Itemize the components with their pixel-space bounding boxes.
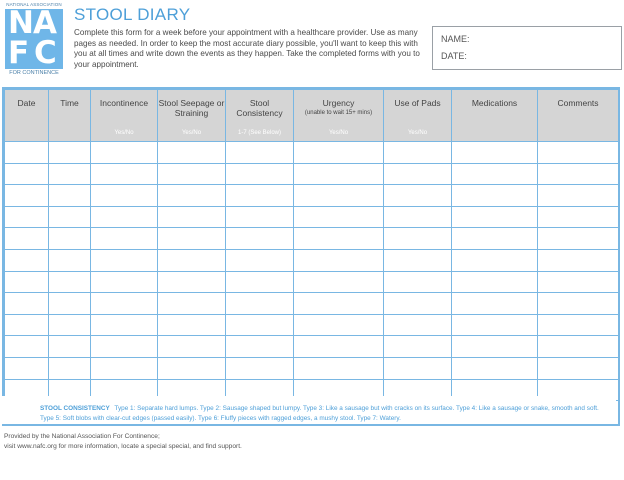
table-row bbox=[5, 357, 619, 379]
header-row bbox=[5, 90, 619, 142]
table-row bbox=[5, 163, 619, 185]
col-medications: Medications bbox=[452, 90, 538, 142]
table-cell[interactable] bbox=[452, 249, 538, 271]
table-row bbox=[5, 249, 619, 271]
table-cell[interactable] bbox=[384, 336, 452, 358]
table-cell[interactable] bbox=[5, 336, 49, 358]
table-cell[interactable] bbox=[226, 142, 294, 164]
footer-line-2: visit www.nafc.org for more information, locate a special special, and find support. bbox=[4, 443, 242, 450]
table-cell[interactable] bbox=[384, 293, 452, 315]
col-consistency-sub: 1-7 (See Below) bbox=[237, 130, 282, 136]
table-cell[interactable] bbox=[384, 314, 452, 336]
stool-consistency-legend bbox=[2, 396, 616, 424]
legend-heading: STOOL CONSISTENCY bbox=[40, 405, 110, 412]
table-cell[interactable] bbox=[49, 314, 91, 336]
table-cell[interactable] bbox=[5, 163, 49, 185]
logo-letter-f: F bbox=[8, 35, 30, 71]
table-cell[interactable] bbox=[49, 206, 91, 228]
table-cell[interactable] bbox=[538, 206, 619, 228]
table-cell[interactable] bbox=[452, 271, 538, 293]
table-row bbox=[5, 206, 619, 228]
table-row bbox=[5, 185, 619, 207]
col-comments: Comments bbox=[538, 90, 619, 142]
table-row bbox=[5, 142, 619, 164]
logo-org-top: NATIONAL ASSOCIATION bbox=[6, 2, 62, 7]
table-cell[interactable] bbox=[158, 249, 226, 271]
table-cell[interactable] bbox=[452, 142, 538, 164]
table-cell[interactable] bbox=[158, 271, 226, 293]
col-urgency: Urgency (unable to wait 15+ mins) Yes/No bbox=[294, 90, 384, 142]
table-cell[interactable] bbox=[91, 142, 158, 164]
table-cell[interactable] bbox=[5, 271, 49, 293]
table-cell[interactable] bbox=[538, 336, 619, 358]
table-cell[interactable] bbox=[294, 271, 384, 293]
table-cell[interactable] bbox=[538, 142, 619, 164]
table-cell[interactable] bbox=[5, 249, 49, 271]
page-title: STOOL DIARY bbox=[74, 5, 191, 24]
table-cell[interactable] bbox=[538, 357, 619, 379]
table-cell[interactable] bbox=[452, 293, 538, 315]
table-cell[interactable] bbox=[294, 163, 384, 185]
table-cell[interactable] bbox=[538, 293, 619, 315]
logo-mark bbox=[5, 5, 63, 71]
table-cell[interactable] bbox=[49, 142, 91, 164]
table-row bbox=[5, 336, 619, 358]
table-cell[interactable] bbox=[49, 336, 91, 358]
table-row bbox=[5, 271, 619, 293]
table-cell[interactable] bbox=[49, 271, 91, 293]
table-cell[interactable] bbox=[452, 206, 538, 228]
table-cell[interactable] bbox=[158, 357, 226, 379]
table-cell[interactable] bbox=[384, 249, 452, 271]
table-cell[interactable] bbox=[294, 142, 384, 164]
table-cell[interactable] bbox=[5, 142, 49, 164]
name-field[interactable]: NAME: bbox=[441, 34, 470, 44]
table-cell[interactable] bbox=[538, 185, 619, 207]
table-cell[interactable] bbox=[538, 228, 619, 250]
table-cell[interactable] bbox=[91, 314, 158, 336]
table-cell[interactable] bbox=[538, 163, 619, 185]
table-cell[interactable] bbox=[384, 357, 452, 379]
table-cell[interactable] bbox=[226, 357, 294, 379]
logo-letter-c: C bbox=[34, 35, 57, 71]
date-field[interactable]: DATE: bbox=[441, 51, 467, 61]
table-cell[interactable] bbox=[5, 228, 49, 250]
name-date-box bbox=[432, 26, 622, 70]
table-cell[interactable] bbox=[5, 314, 49, 336]
table-row bbox=[5, 228, 619, 250]
table-cell[interactable] bbox=[226, 206, 294, 228]
footer-line-1: Provided by the National Association For Continence; bbox=[4, 433, 160, 440]
table-cell[interactable] bbox=[538, 271, 619, 293]
footer bbox=[4, 432, 242, 452]
table-cell[interactable] bbox=[226, 293, 294, 315]
table-cell[interactable] bbox=[91, 271, 158, 293]
table-cell[interactable] bbox=[226, 249, 294, 271]
table-cell[interactable] bbox=[294, 206, 384, 228]
table-row bbox=[5, 314, 619, 336]
table-cell[interactable] bbox=[91, 185, 158, 207]
table-cell[interactable] bbox=[158, 293, 226, 315]
table-row bbox=[5, 293, 619, 315]
table-cell[interactable] bbox=[294, 185, 384, 207]
table-cell[interactable] bbox=[158, 336, 226, 358]
table-cell[interactable] bbox=[5, 185, 49, 207]
table-cell[interactable] bbox=[91, 249, 158, 271]
table-cell[interactable] bbox=[452, 336, 538, 358]
col-urgency-note: (unable to wait 15+ mins) bbox=[304, 110, 373, 116]
table-cell[interactable] bbox=[49, 293, 91, 315]
table-cell[interactable] bbox=[452, 185, 538, 207]
table-cell[interactable] bbox=[226, 271, 294, 293]
table-cell[interactable] bbox=[91, 357, 158, 379]
table-cell[interactable] bbox=[384, 142, 452, 164]
table-cell[interactable] bbox=[91, 336, 158, 358]
table-cell[interactable] bbox=[158, 142, 226, 164]
col-urgency-sub: Yes/No bbox=[328, 130, 349, 136]
table-cell[interactable] bbox=[49, 185, 91, 207]
table-cell[interactable] bbox=[158, 185, 226, 207]
table-cell[interactable] bbox=[226, 228, 294, 250]
table-cell[interactable] bbox=[49, 249, 91, 271]
col-pads: Use of Pads Yes/No bbox=[384, 90, 452, 142]
table-cell[interactable] bbox=[294, 293, 384, 315]
table-cell[interactable] bbox=[49, 163, 91, 185]
table-cell[interactable] bbox=[452, 314, 538, 336]
table-cell[interactable] bbox=[384, 163, 452, 185]
intro-text: Complete this form for a week before your appointment with a healthcare provider. Use as many pages as needed. In order to keep the most accurate diary possible, you'll want to keep this with you at all times and write down the events as they happen. Take the completed forms with you to your appointment. bbox=[74, 28, 420, 69]
table-cell[interactable] bbox=[91, 293, 158, 315]
table-cell[interactable] bbox=[91, 228, 158, 250]
logo-letter-a: A bbox=[33, 5, 57, 41]
table-cell[interactable] bbox=[384, 185, 452, 207]
table-cell[interactable] bbox=[384, 228, 452, 250]
table-cell[interactable] bbox=[226, 163, 294, 185]
col-date: Date bbox=[5, 90, 49, 142]
col-incontinence: Incontinence Yes/No bbox=[91, 90, 158, 142]
table-cell[interactable] bbox=[538, 314, 619, 336]
table-cell[interactable] bbox=[384, 271, 452, 293]
logo-org-bottom: FOR CONTINENCE bbox=[9, 70, 59, 76]
table-cell[interactable] bbox=[91, 206, 158, 228]
table-cell[interactable] bbox=[226, 314, 294, 336]
table-cell[interactable] bbox=[294, 314, 384, 336]
table-cell[interactable] bbox=[158, 163, 226, 185]
diary-table bbox=[4, 89, 619, 401]
table-cell[interactable] bbox=[5, 206, 49, 228]
col-consistency: Stool Consistency 1-7 (See Below) bbox=[226, 90, 294, 142]
table-cell[interactable] bbox=[452, 228, 538, 250]
col-incontinence-sub: Yes/No bbox=[114, 130, 134, 136]
diary-body bbox=[5, 142, 619, 401]
table-cell[interactable] bbox=[384, 206, 452, 228]
table-cell[interactable] bbox=[452, 163, 538, 185]
table-cell[interactable] bbox=[91, 163, 158, 185]
col-seepage: Stool Seepage or Straining Yes/No bbox=[158, 90, 226, 142]
table-cell[interactable] bbox=[294, 336, 384, 358]
table-cell[interactable] bbox=[294, 357, 384, 379]
col-pads-sub: Yes/No bbox=[407, 130, 428, 136]
table-cell[interactable] bbox=[158, 228, 226, 250]
table-cell[interactable] bbox=[158, 206, 226, 228]
table-cell[interactable] bbox=[49, 228, 91, 250]
col-seepage-sub: Yes/No bbox=[181, 130, 202, 136]
table-cell[interactable] bbox=[294, 228, 384, 250]
diary-table-frame bbox=[2, 87, 620, 426]
table-cell[interactable] bbox=[538, 249, 619, 271]
table-cell[interactable] bbox=[294, 249, 384, 271]
table-cell[interactable] bbox=[226, 336, 294, 358]
table-cell[interactable] bbox=[452, 357, 538, 379]
table-cell[interactable] bbox=[49, 357, 91, 379]
col-time: Time bbox=[49, 90, 91, 142]
table-cell[interactable] bbox=[226, 185, 294, 207]
nafc-logo bbox=[2, 2, 66, 80]
legend-text: Type 1: Separate hard lumps. Type 2: Sausage shaped but lumpy. Type 3: Like a sausage but with cracks on its surface. Type 4: Like a sausage or snake, smooth and soft. Type 5: Soft blobs with clear-cut edges (passed easily). Type 6: Fluffy pieces with ragged edges, a mushy stool. Type 7: Watery. bbox=[40, 405, 599, 422]
table-cell[interactable] bbox=[158, 314, 226, 336]
logo-letter-n: N bbox=[8, 5, 34, 41]
table-cell[interactable] bbox=[5, 357, 49, 379]
table-cell[interactable] bbox=[5, 293, 49, 315]
